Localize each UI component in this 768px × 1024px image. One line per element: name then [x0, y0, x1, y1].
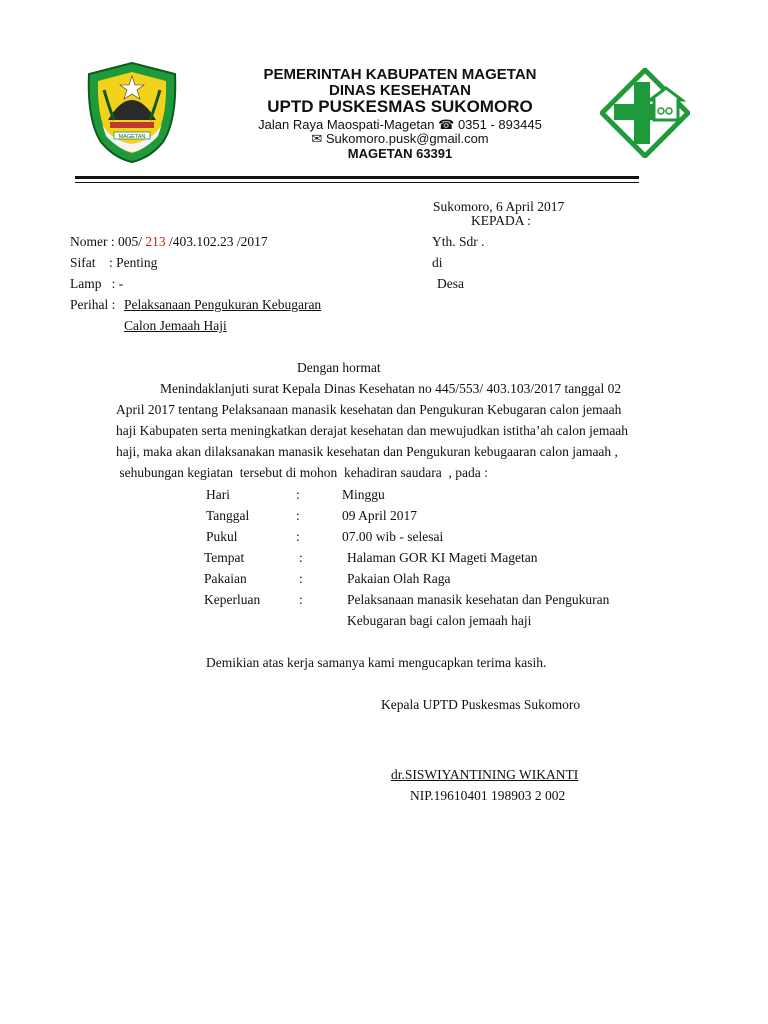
schedule-label: Keperluan — [204, 592, 261, 607]
phone-icon: ☎ — [438, 117, 455, 132]
body-line-2: April 2017 tentang Pelaksanaan manasik kesehatan dan Pengukuran Kebugaran calon jemaah — [116, 402, 622, 417]
letterhead-city: MAGETAN 63391 — [347, 146, 453, 161]
schedule-colon: : — [299, 571, 303, 586]
schedule-value: 09 April 2017 — [342, 508, 418, 523]
email-address: Sukomoro.pusk@gmail.com — [325, 131, 489, 146]
address-text: Jalan Raya Maospati-Magetan — [258, 117, 435, 132]
schedule-value-continued: Kebugaran bagi calon jemaah haji — [347, 613, 532, 628]
schedule-value: Pakaian Olah Raga — [347, 571, 451, 586]
letterhead-line2: DINAS KESEHATAN — [329, 82, 471, 99]
letterhead-email — [200, 131, 600, 147]
schedule-label: Pakaian — [204, 571, 247, 586]
body-line-5: sehubungan kegiatan tersebut di mohon kehadiran saudara , pada : — [116, 465, 488, 480]
schedule-value: Minggu — [342, 487, 385, 502]
letterhead-rule-thin — [75, 182, 639, 183]
schedule-value: 07.00 wib - selesai — [342, 529, 444, 544]
schedule-colon: : — [296, 487, 300, 502]
schedule-colon: : — [296, 508, 300, 523]
signatory-nip: NIP.19610401 198903 2 002 — [410, 788, 566, 803]
letter-lamp: Lamp : - — [70, 276, 124, 291]
letter-number-red: 213 — [145, 234, 166, 249]
letter-number-prefix: Nomer : 005/ — [70, 234, 142, 249]
perihal-label: Perihal : — [70, 297, 116, 312]
schedule-label: Tanggal — [206, 508, 250, 523]
recipient-yth: Yth. Sdr . — [432, 234, 485, 249]
closing-thanks: Demikian atas kerja samanya kami mengucapkan terima kasih. — [206, 655, 547, 670]
signatory-position: Kepala UPTD Puskesmas Sukomoro — [381, 697, 581, 712]
schedule-colon: : — [299, 592, 303, 607]
schedule-value: Halaman GOR KI Mageti Magetan — [347, 550, 538, 565]
recipient-di: di — [432, 255, 443, 270]
place-date: Sukomoro, 6 April 2017 — [433, 199, 565, 214]
puskesmas-logo — [600, 68, 690, 158]
kepada-label: KEPADA : — [471, 213, 531, 228]
body-line-1: Menindaklanjuti surat Kepala Dinas Kesehatan no 445/553/ 403.103/2017 tanggal 02 — [160, 381, 622, 396]
body-line-4: haji, maka akan dilaksanakan manasik kesehatan dan Pengukuran kebugaaran calon jamaah , — [116, 444, 618, 459]
schedule-label: Pukul — [206, 529, 238, 544]
schedule-label: Hari — [206, 487, 230, 502]
schedule-colon: : — [296, 529, 300, 544]
schedule-value: Pelaksanaan manasik kesehatan dan Pengukuran — [347, 592, 610, 607]
recipient-desa: Desa — [437, 276, 464, 291]
letterhead-line1: PEMERINTAH KABUPATEN MAGETAN — [263, 66, 537, 83]
letter-sifat: Sifat : Penting — [70, 255, 158, 270]
letterhead-title: UPTD PUSKESMAS SUKOMORO — [267, 97, 533, 116]
greeting: Dengan hormat — [297, 360, 381, 375]
body-line-3: haji Kabupaten serta meningkatkan derajat kesehatan dan mewujudkan istitha’ah calon jemaah — [116, 423, 629, 438]
signatory-name: dr.SISWIYANTINING WIKANTI — [391, 767, 579, 782]
schedule-colon: : — [299, 550, 303, 565]
letter-number-suffix: /403.102.23 /2017 — [169, 234, 268, 249]
schedule-label: Tempat — [204, 550, 245, 565]
envelope-icon: ✉ — [311, 131, 323, 146]
phone-number: 0351 - 893445 — [457, 117, 542, 132]
letterhead-rule-thick — [75, 176, 639, 179]
svg-text:MAGETAN: MAGETAN — [118, 134, 146, 140]
magetan-regency-logo — [80, 60, 184, 164]
perihal-line2: Calon Jemaah Haji — [124, 318, 227, 333]
perihal-line1: Pelaksanaan Pengukuran Kebugaran — [124, 297, 322, 312]
letter-number — [70, 234, 268, 250]
